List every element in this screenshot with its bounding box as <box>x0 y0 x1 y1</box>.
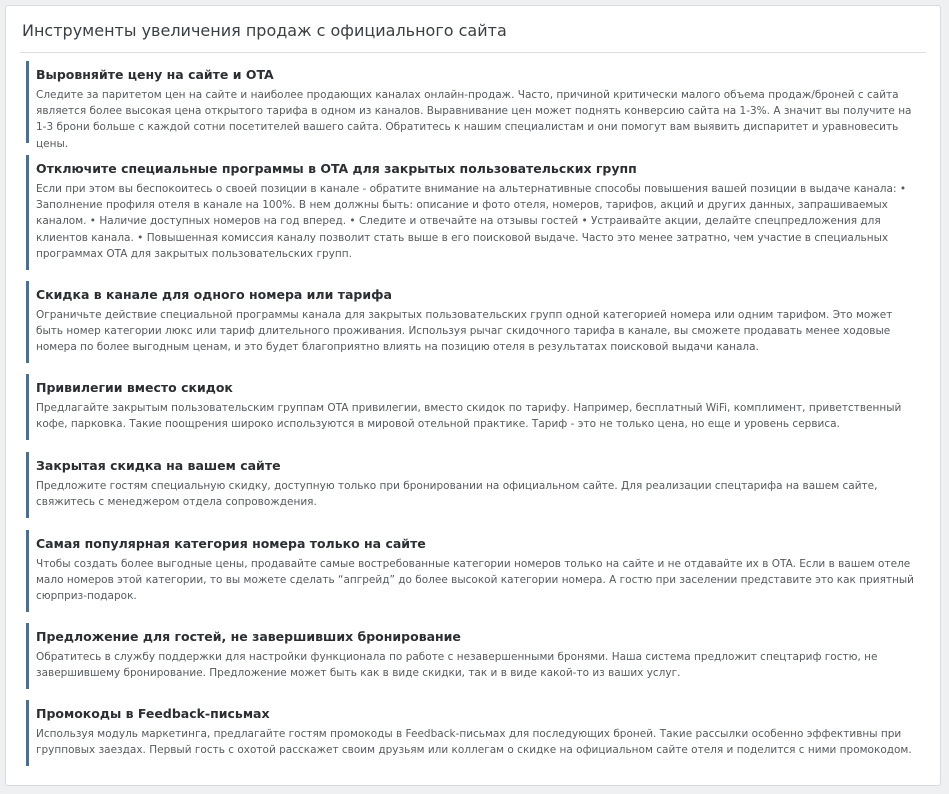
tip-title: Самая популярная категория номера только на сайте <box>36 536 426 551</box>
tip-feedback-promocodes <box>26 700 916 766</box>
tip-title: Выровняйте цену на сайте и OTA <box>36 67 274 82</box>
tip-title: Привилегии вместо скидок <box>36 380 233 395</box>
tip-title: Промокоды в Feedback-письмах <box>36 706 270 721</box>
tip-unfinished-booking <box>26 623 916 689</box>
tip-title: Предложение для гостей, не завершивших бронирование <box>36 629 461 644</box>
tip-text: Следите за паритетом цен на сайте и наиболее продающих каналах онлайн-продаж. Часто, причиной критически малого объема продаж/броней с сайта является более высокая цена открытого тарифа в одном из каналов. Выравнивание цен может поднять конверсию сайта на 1-3%. А значит вы получите на 1-3 брони больше с каждой сотни посетителей вашего сайта. Обратитесь к нашим специалистам и они помогут вам выявить диспаритет и уравновесить цены. <box>36 89 912 150</box>
tip-title: Закрытая скидка на вашем сайте <box>36 458 281 473</box>
tip-privileges <box>26 374 916 440</box>
tip-channel-discount <box>26 281 916 363</box>
tip-text: Ограничьте действие специальной программы канала для закрытых пользовательских групп одной категорией номера или одним тарифом. Это может быть номер категории люкс или тариф длительного проживания. Используя рычаг скидочного тарифа в канале, вы сможете продавать менее ходовые номера по более выгодным ценам, и это будет благоприятно влиять на позицию отеля в результатах поисковой выдачи канала. <box>36 309 893 354</box>
tip-text: Если при этом вы беспокоитесь о своей позиции в канале - обратите внимание на альтернативные способы повышения вашей позиции в выдаче канала: • Заполнение профиля отеля в канале на 100%. В нем должны быть: описание и фото отеля, номеров, тарифов, акций и других данных, запрашиваемых каналом. • Наличие доступных номеров на год вперед. • Следите и отвечайте на отзывы гостей • Устраивайте акции, делайте спецпредложения для клиентов канала. • Повышенная комиссия каналу позволит стать выше в его поисковой выдаче. Часто это менее затратно, чем участие в специальных программах OTA для закрытых пользовательских групп. <box>36 183 907 260</box>
tip-price-parity <box>26 61 916 150</box>
tip-text: Предлагайте закрытым пользовательским группам OTA привилегии, вместо скидок по тарифу. Например, бесплатный WiFi, комплимент, приветственный кофе, парковка. Такие поощрения широко используются в мировой отельной практике. Тариф - это не только цена, но еще и уровень сервиса. <box>36 402 902 431</box>
sales-tools-panel <box>5 5 941 786</box>
tip-text: Чтобы создать более выгодные цены, продавайте самые востребованные категории номеров только на сайте и не отдавайте их в OTA. Если в вашем отеле мало номеров этой категории, то вы можете сделать “апгрейд” до более высокой категории номера. А гостю при заселении представите это как приятный сюрприз-подарок. <box>36 558 914 603</box>
tip-text: Обратитесь в службу поддержки для настройки функционала по работе с незавершенными бронями. Наша система предложит спецтариф гостю, не завершившему бронирование. Предложение может быть как в виде скидки, так и в виде какой-то из ваших услуг. <box>36 651 878 680</box>
tip-disable-ota-programs <box>26 155 916 270</box>
panel-title: Инструменты увеличения продаж с официального сайта <box>22 21 507 40</box>
tip-text: Используя модуль маркетинга, предлагайте гостям промокоды в Feedback-письмах для последующих броней. Такие рассылки особенно эффективны при групповых заездах. Первый гость с охотой расскажет своим друзьям или коллегам о скидке на официальном сайте отеля и поделится с ними промокодом. <box>36 728 912 757</box>
tip-title: Скидка в канале для одного номера или тарифа <box>36 287 392 302</box>
tip-text: Предложите гостям специальную скидку, доступную только при бронировании на официальном сайте. Для реализации спецтарифа на вашем сайте, свяжитесь с менеджером отдела сопровождения. <box>36 480 878 509</box>
tip-closed-discount <box>26 452 916 518</box>
tip-popular-category <box>26 530 916 612</box>
title-divider <box>20 52 926 53</box>
tip-title: Отключите специальные программы в OTA для закрытых пользовательских групп <box>36 161 637 176</box>
